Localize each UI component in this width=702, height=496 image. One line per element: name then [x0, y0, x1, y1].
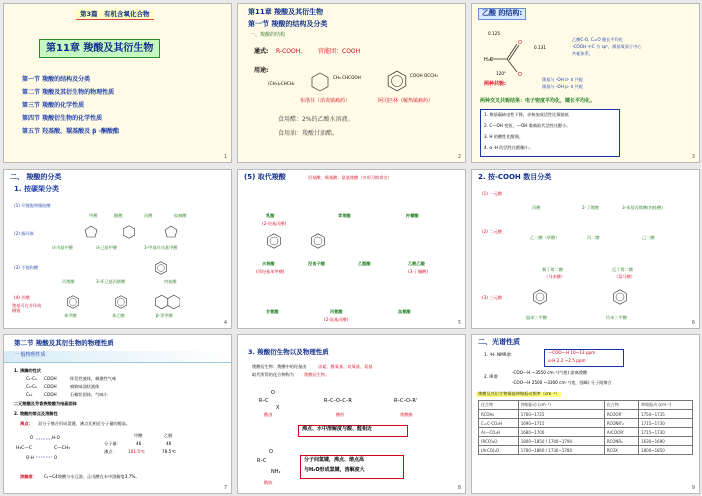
class-1-item-3: 3-苯基丙烯酸(肉桂酸): [622, 205, 663, 210]
salicylic-systematic: (邻羟基苯甲酸): [256, 269, 285, 274]
class-2-item-3: 3-甲基环戊基甲酸: [144, 245, 178, 250]
table-cell: 1800~1850: [639, 446, 693, 455]
bond-length-1: 0.125: [488, 31, 500, 36]
salicylic-ring: [266, 232, 282, 250]
property-box-2-line-2: 与H₂O形成氢键，溶解度大: [304, 467, 365, 473]
svg-text:O: O: [518, 40, 522, 46]
trimesic-ring: [612, 288, 628, 306]
compare-bp-label: 沸点：: [104, 449, 117, 454]
fumaric-common: （富马酸）: [614, 274, 635, 279]
slide-8[interactable]: [237, 334, 466, 494]
class-2-label: (2) 脂环族: [14, 231, 34, 236]
class-3-item-1: 偏苯三甲酸: [526, 315, 547, 320]
conjugation-2: 羰基与 -OH p- π 共轭: [542, 84, 583, 89]
slide-title: 二、 羧酸的分类: [10, 173, 62, 181]
amide-name: 酰胺: [264, 480, 273, 485]
structure-note-1: 乙酸C-O, C=O 键长平均化: [572, 37, 623, 42]
acyl-halide-name: 酰卤: [264, 412, 273, 417]
ibuprofen-ring: [310, 72, 330, 92]
nmr-label: 1. ¹H- NMR谱：: [484, 352, 516, 357]
property-box-1-text: 沸点、水中溶解度与酸、醛相近: [302, 426, 373, 432]
class-1-item-1: 丙酸: [532, 205, 541, 210]
cinnamic-ring: [154, 260, 168, 276]
ibuprofen-fragment-1: (CH₃)₂CHCH₂: [268, 81, 295, 86]
table-cell: RCOOR': [604, 410, 638, 419]
property-box-2-line-1: 分子间氢键，沸点、熔点高: [304, 457, 365, 463]
section-2: 第二节 羧酸及其衍生物的物理性质: [22, 89, 115, 96]
table-cell: RCOH₂: [479, 410, 519, 419]
ir-label: 2. IR谱：: [484, 374, 502, 379]
table-cell: RCOX: [604, 446, 638, 455]
ester-structure: [393, 387, 433, 413]
section-header: 第二节 羧酸及其衍生物的物理性质: [14, 339, 114, 347]
nmr-value-2: α-H 2.2 ~2.5 ppm: [548, 358, 586, 363]
salicylic-acid: 水杨酸: [262, 261, 275, 266]
table-header-cell: 化合物: [604, 401, 638, 410]
table-row: [479, 401, 693, 410]
table-cell: C=C-CO₂H: [479, 419, 519, 428]
acetoacetic-acid: 乙酰乙酸: [408, 261, 425, 266]
section-1: 第一节 羧酸的结构及分类: [22, 76, 91, 83]
naphthoic-ring: [154, 294, 180, 310]
lactic-systematic: (2-羟基丙酸): [262, 221, 287, 226]
methylcyclopentane-ring: [164, 225, 178, 239]
trimellitic-ring: [532, 288, 548, 306]
class-4-item-2: 苯乙酸: [112, 313, 125, 318]
conjugation-1: 羰基与 -OH σ- π 共轭: [542, 77, 583, 82]
class-1-item-4: 棕榈酸: [174, 213, 187, 218]
table-cell: 1690~1715: [518, 419, 604, 428]
dimer-structure: [14, 431, 74, 463]
formula-label: 通式:: [254, 48, 269, 55]
chapter-title: 第11章 羧酸及其衍生物: [248, 8, 324, 16]
class-1-label: (1) 一元酸: [482, 191, 502, 196]
slide-subtitle: 羟基酸、羰基酸、氨基羧酸（多用习惯命名）: [308, 175, 392, 180]
amide-structure: [256, 445, 286, 479]
svg-text:R–C–O–R': R–C–O–R': [394, 398, 418, 404]
benzoic-ring: [66, 294, 80, 310]
structure-note-2: -COOH 中C 为 sp²，羰基氧原子中心: [572, 44, 642, 49]
aspirin-ring: [386, 70, 408, 92]
section-5: 第五节 羟基酸、羰基酸及 β -酮酸酯: [22, 128, 120, 135]
vinegar-line: 食用醋：2%的乙酸水溶液。: [278, 116, 354, 123]
aspirin-name: 阿司匹林（解热镇痛药）: [378, 98, 434, 104]
class-3-item-2: 3-环己基丙烯酸: [96, 279, 126, 284]
compare-mw-ethanol: 46: [166, 441, 172, 446]
ir-value-1: -COO—H ~3550 cm⁻¹(气相) 游离羧酸: [512, 370, 588, 375]
ir-table-title: 羧酸及其衍生物羰基伸缩振动频率（cm⁻¹）: [478, 391, 560, 396]
section-4: 第四节 羧酸衍生物的化学性质: [22, 115, 103, 122]
gallic-acid: 没食子酸: [308, 261, 325, 266]
state-row-3-range: C₁₀: [26, 392, 33, 397]
alanine: 丙氨酸: [330, 309, 343, 314]
page-number: 9: [691, 485, 695, 491]
slide-1[interactable]: [3, 3, 232, 163]
maleic-common: （马来酸）: [544, 274, 565, 279]
page-number: 7: [223, 485, 227, 491]
svg-text:O-H: O-H: [26, 455, 34, 460]
class-2-item-1: 环戊基甲酸: [52, 245, 73, 250]
solubility-text: C₁~C4羧酸与水互溶，正戊酸在水中溶解度3.7%。: [44, 474, 140, 479]
slide-7[interactable]: [3, 334, 232, 494]
table-row: [479, 410, 693, 419]
gallic-ring: [310, 232, 326, 250]
compare-header-formic: 甲酸: [134, 433, 143, 438]
subsection-title: 1. 按碳架分类: [14, 185, 59, 193]
bond-angle: 120°: [496, 71, 507, 76]
glyoxylic-acid: 乙醛酸: [358, 261, 371, 266]
state-row-1-range: C₁-C₃: [26, 376, 37, 381]
table-cell: 1780~1860 / 1730~1780: [518, 446, 604, 455]
table-cell: 1750~1735: [639, 410, 693, 419]
class-2-item-2: 丙二酸: [587, 235, 600, 240]
citric-acid: 柠檬酸: [406, 213, 419, 218]
anhydride-name: 酸酐: [336, 412, 345, 417]
ester-name: 羧酸酯: [400, 412, 413, 417]
table-header-cell: 伸缩振动 (cm⁻¹): [639, 401, 693, 410]
class-2-item-5: 反丁烯二酸: [612, 267, 633, 272]
class-4-note: 羧基可在芳环或侧链: [12, 303, 42, 313]
chapter-title: 第11章 羧酸及其衍生物: [39, 39, 160, 58]
compare-bp-formic: 101.5℃: [128, 449, 145, 454]
slide-title: 乙酸 的结构:: [478, 8, 526, 20]
point-2-title: 2. 羧酸的熔点及溶解性: [14, 411, 58, 416]
malic-acid: 苹果酸: [338, 213, 351, 218]
slide-title: 2. 按-COOH 数目分类: [478, 173, 552, 181]
slide-2[interactable]: [237, 3, 466, 163]
property-1: 1. 羧基碳缺电性下降，亲核加成活性比羰基低: [484, 112, 569, 117]
part-title: 第3篇 有机含氧化合物: [76, 10, 154, 20]
table-cell: ArCOOR': [604, 428, 638, 437]
compare-mw-formic: 46: [136, 441, 142, 446]
acyl-halide-structure: [258, 387, 288, 413]
slide-6[interactable]: [471, 169, 700, 329]
table-cell: 1680~1700: [518, 428, 604, 437]
class-4-label: (4) 芳酸: [14, 295, 30, 300]
class-2-item-2: 环己基甲酸: [96, 245, 117, 250]
serine: 丝氨酸: [398, 309, 411, 314]
table-row: [479, 437, 693, 446]
class-2-item-3: 己二酸: [642, 235, 655, 240]
svg-text:R–C–O–C–R: R–C–O–C–R: [324, 398, 352, 404]
class-3-item-1: 丙烯酸: [62, 279, 75, 284]
conjugation-summary: 两种交叉共轭结果：电子密度平均化，键长平均化。: [480, 98, 596, 104]
class-2-item-1: 乙二酸（草酸）: [530, 235, 560, 240]
slide-title: 3. 羧酸衍生物以及物理性质: [248, 348, 329, 356]
page-number: 8: [457, 485, 461, 491]
svg-text:O: O: [54, 455, 58, 460]
subsection-title: 一 般物理性质: [14, 352, 46, 358]
class-1-label: (1) 开链饱和脂肪酸: [14, 203, 51, 208]
structure-note-3: 共轭体系。: [572, 51, 593, 56]
slide-5[interactable]: [237, 169, 466, 329]
definition-line-1b: 卤素、酰氧基、烷氧基、氨基: [318, 364, 373, 369]
aspirin-fragment: COOH OCCH₃: [410, 73, 438, 78]
class-3-label: (3) 不饱和酸: [14, 265, 39, 270]
svg-text:X: X: [276, 405, 280, 411]
state-row-3-group: COOH: [44, 392, 57, 397]
table-row: [479, 428, 693, 437]
page-number: 5: [457, 320, 461, 326]
definition-line-2a: 取代所得的化合物称为: [252, 372, 294, 377]
ibuprofen-name: 布洛芬（消炎镇痛药）: [300, 98, 351, 104]
ir-value-2: -COO—H 2500 ~3300 cm⁻¹(宽，强峰) 分子间缔合: [512, 380, 612, 385]
compare-mw-label: 分子量：: [104, 441, 121, 446]
page-number: 1: [223, 154, 227, 160]
svg-text:O: O: [518, 72, 522, 78]
slide-title: 二、光谱性质: [478, 338, 520, 346]
state-row-2-group: COOH: [44, 384, 57, 389]
cyclohexane-ring: [122, 224, 136, 240]
alanine-systematic: (2-氨基丙酸): [324, 317, 349, 322]
svg-text:NH₂: NH₂: [271, 469, 281, 475]
functional-group: 官能团：COOH: [318, 48, 361, 55]
class-3-item-2: 均苯三甲酸: [606, 315, 627, 320]
acetoacetic-systematic: (3-丁酮酸): [408, 269, 429, 274]
class-4-item-1: 苯甲酸: [64, 313, 77, 318]
class-1-item-3: 丙酸: [144, 213, 153, 218]
table-cell: RCONR₂: [604, 437, 638, 446]
slide-9[interactable]: [471, 334, 700, 494]
general-formula: R-COOH,: [276, 48, 303, 55]
bp-text: 双分子缔合形成氢键，沸点比相近分子量的醇高。: [38, 421, 131, 426]
bp-label: 沸点：: [20, 421, 33, 426]
svg-text:R–C: R–C: [257, 458, 267, 464]
table-cell: 1630~1690: [639, 437, 693, 446]
class-1-item-2: 2-丁烯酸: [582, 205, 599, 210]
section-3: 第三节 羧酸的化学性质: [22, 102, 85, 109]
svg-text:O: O: [30, 435, 34, 440]
anhydride-structure: [323, 387, 363, 413]
state-row-3-desc: 石蜡状固体，气味小: [70, 392, 108, 397]
state-row-1-group: COOH: [44, 376, 57, 381]
property-2: 2. C—OH 变短，—OH 难被取代活性比醇小。: [484, 123, 571, 128]
class-2-label: (2) 二元酸: [482, 229, 502, 234]
compare-bp-ethanol: 78.5℃: [162, 449, 177, 454]
table-cell: 1800~1850 / 1740~1790: [518, 437, 604, 446]
class-3-label: (3) 三元酸: [482, 295, 502, 300]
section-title: 第一节 羧酸的结构及分类: [248, 20, 328, 28]
svg-text:H₃C: H₃C: [484, 57, 494, 63]
class-4-item-3: β-萘甲酸: [156, 313, 173, 318]
table-cell: (RCO)₂O: [479, 437, 519, 446]
point-1-title: 1. 沸腾的性状: [14, 368, 41, 373]
page-number: 4: [223, 320, 227, 326]
class-2-item-4: 顺丁烯二酸: [542, 267, 563, 272]
svg-text:R–C: R–C: [259, 398, 269, 404]
page-number: 6: [691, 320, 695, 326]
svg-text:C—CH₃: C—CH₃: [54, 446, 70, 451]
nmr-value-1: —COO—H 10~13 ppm: [548, 350, 596, 355]
conjugation-label: 两种共轭:: [484, 81, 506, 87]
phenylacetic-ring: [114, 294, 128, 310]
table-header-cell: 伸缩振动 (cm⁻¹): [518, 401, 604, 410]
state-row-2-desc: 腐败味油状液体: [70, 384, 100, 389]
use-label: 用途:: [254, 67, 269, 74]
cyclopentane-ring: [84, 225, 98, 239]
compare-header-ethanol: 乙醇: [164, 433, 173, 438]
svg-text:O: O: [271, 390, 275, 396]
property-4: 4. α -H 的活性比醛酮小。: [484, 145, 533, 150]
subsection-title: 一、羧酸的结构: [250, 32, 286, 38]
svg-text:H-O: H-O: [52, 435, 60, 440]
ir-frequency-table: [478, 400, 693, 455]
table-cell: 1715~1730: [639, 419, 693, 428]
svg-text:H₃C—C: H₃C—C: [16, 446, 32, 451]
slide-4[interactable]: [3, 169, 232, 329]
class-1-item-1: 甲酸: [89, 213, 98, 218]
table-cell: 1715~1730: [639, 428, 693, 437]
solubility-label: 溶解度：: [20, 474, 37, 479]
class-1-item-2: 醋酸: [114, 213, 123, 218]
point-1-note: 二元羧酸及芳香族羧酸为结晶固体: [14, 401, 77, 406]
slide-title: (5) 取代羧酸: [244, 173, 286, 181]
oil-line: 食用油：羧酸甘油酯。: [278, 130, 339, 137]
state-row-2-range: C₄-C₉: [26, 384, 37, 389]
bond-length-2: 0.131: [534, 45, 546, 50]
table-header-cell: 化合物: [479, 401, 519, 410]
table-cell: Ar—CO₂H: [479, 428, 519, 437]
lactic-acid: 乳酸: [266, 213, 275, 218]
property-3: 3. H 的酸性比醇强。: [484, 134, 524, 139]
ibuprofen-fragment-2: CH₃ CHCOOH: [333, 75, 361, 80]
table-cell: RCONR'₂: [604, 419, 638, 428]
table-row: [479, 419, 693, 428]
glycine: 甘氨酸: [266, 309, 279, 314]
table-row: [479, 446, 693, 455]
table-cell: (ArCO)₂O: [479, 446, 519, 455]
svg-text:O: O: [269, 449, 273, 455]
state-row-1-desc: 挥发性液体，刺激性气味: [70, 376, 117, 381]
page-number: 2: [457, 154, 461, 160]
definition-line-1a: 羧酸衍生物：羧酸中的羟基由: [252, 364, 307, 369]
class-3-item-3: 肉桂酸: [164, 279, 177, 284]
slide-3[interactable]: [471, 3, 700, 163]
page-number: 3: [691, 154, 695, 160]
table-cell: 1760~1725: [518, 410, 604, 419]
definition-line-2b: 羧酸衍生物。: [304, 372, 330, 377]
